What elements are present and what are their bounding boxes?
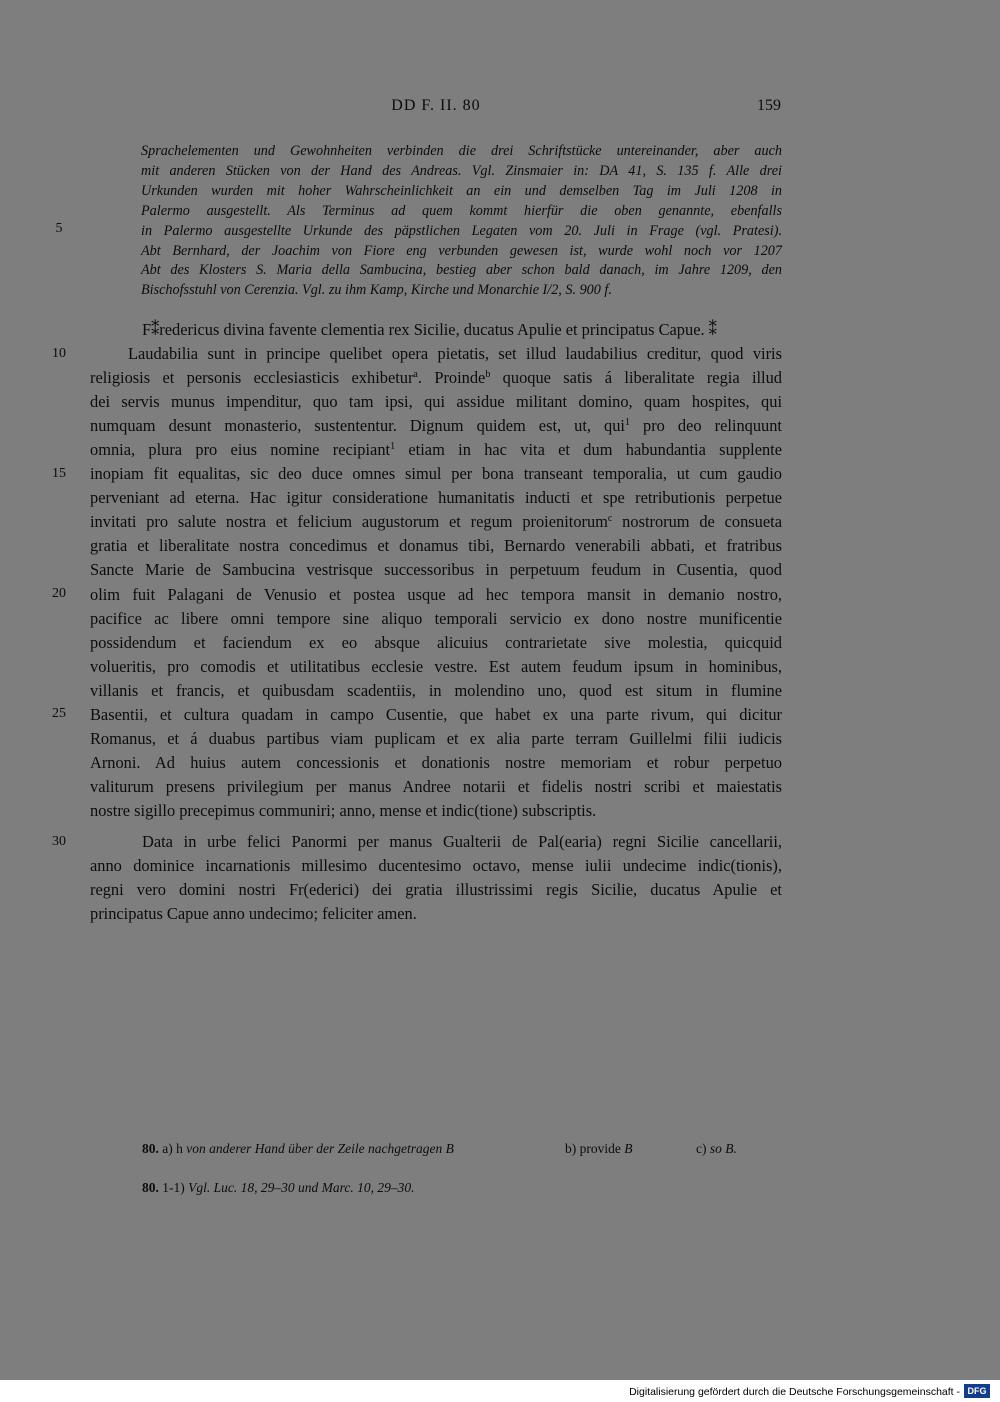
charter-line: omnia, plura pro eius nomine recipiant$^1$ etiam in hac vita et dum habundantia supplente [90,440,783,460]
intro-line: Urkunden wurden mit hoher Wahrscheinlichkeit an ein und demselben Tag im Juli 1208 in [141,182,782,199]
charter-line: nostre sigillo precepimus communiri; anno, mense et indic(tione) subscriptis. [90,800,597,820]
footnote-marker: a [413,369,418,381]
page-number: 159 [757,97,781,114]
dating-line: anno dominice incarnationis millesimo ducentesimo octavo, mense iulii undecime indic(tionis), [90,856,782,876]
dfg-logo: DFG [964,1384,990,1398]
footnote-marker: b [485,369,491,381]
footnote-marker: 1 [624,417,630,429]
line-number: 20 [52,586,66,601]
line-number: 10 [52,346,66,361]
charter-line: Basentii, et cultura quadam in campo Cusentie, que habet ex una parte rivum, qui dicitur [90,704,782,724]
charter-line: possidendum et faciendum ex eo absque alicuius contrarietate sive molestia, quicquid [90,632,782,652]
dating-line: Data in urbe felici Panormi per manus Gualterii de Pal(earia) regni Sicilie cancellarii, [142,832,782,851]
charter-line: Sancte Marie de Sambucina vestrisque successoribus in perpetuum feudum in Cusentia, quod [90,560,782,580]
footnote-source: 80. 1-1) Vgl. Luc. 18, 29–30 und Marc. 10, 29–30. [142,1180,415,1195]
intro-line: Bischofsstuhl von Cerenzia. Vgl. zu ihm Kamp, Kirche und Monarchie I/2, S. 900 f. [141,282,612,299]
charter-title-line: F⁑redericus divina favente clementia rex Sicilie, ducatus Apulie et principatus Capue. ⁑ [142,320,717,339]
charter-line: inopiam fit equalitas, sic deo duce omnes simul per bona transeant temporalia, ut cum gaudio [90,464,782,484]
charter-line: perveniant ad eterna. Hac igitur consideratione humanitatis inducti et spe retributionis perpetue [90,488,782,508]
line-number: 25 [52,706,66,721]
footnote-marker: 1 [390,441,396,453]
intro-line: mit anderen Stücken von der Hand des Andreas. Vgl. Zinsmaier in: DA 41, S. 135 f. Alle drei [141,162,782,179]
intro-line: Sprachelementen und Gewohnheiten verbinden die drei Schriftstücke untereinander, aber auch [141,143,782,159]
dating-line: principatus Capue anno undecimo; feliciter amen. [90,904,417,924]
line-number: 30 [52,834,66,849]
charter-line: olim fuit Palagani de Venusio et postea usque ad hec tempora mansit in demanio nostro, [90,584,782,604]
charter-line: dei servis munus impenditur, quo tam ipsi, qui assidue militant domino, quam hospites, qui [90,392,782,412]
charter-line: Laudabilia sunt in principe quelibet opera pietatis, set illud laudabilius creditur, quod viris [128,344,782,364]
intro-line: Palermo ausgestellt. Als Terminus ad quem kommt hierfür die oben genannte, ebenfalls [141,202,782,219]
charter-line: pacifice ac libere omni tempore sine aliquo temporali servicio ex dono nostre munificentie [90,608,782,628]
intro-line: Abt des Klosters S. Maria della Sambucina, bestieg aber schon bald danach, im Jahre 1209, den [141,262,782,279]
charter-line: Romanus, et á duabus partibus viam puplicam et ex alia parte terram Guillelmi filii iudicis [90,728,782,748]
line-number: 5 [55,221,63,236]
footnote-text-a: 80. a) h von anderer Hand über der Zeile nachgetragen B [142,1141,454,1156]
running-header: DD F. II. 80 [391,97,481,114]
intro-line: in Palermo ausgestellte Urkunde des päpstlichen Legaten vom 20. Juli in Frage (vgl. Pratesi). [141,222,782,239]
footnote-text-b: b) provide B [565,1141,633,1156]
footnote-marker: c [607,513,613,525]
charter-line: valiturum presens privilegium per manus Andree notarii et fidelis nostri scribi et maiestatis [90,776,782,796]
intro-line: Abt Bernhard, der Joachim von Fiore eng verbunden gewesen ist, wurde wohl noch vor 1207 [141,242,782,259]
charter-line: religiosis et personis ecclesiasticis exhibetur$^a$. Proinde$^b$ quoque satis á liberalitate regia illud [90,368,783,388]
charter-line: gratia et liberalitate nostra concedimus et donamus tibi, Bernardo venerabili abbati, et fratribus [90,536,782,556]
dating-clause [90,830,782,926]
charter-line: villanis et francis, et quibusdam scadentiis, in molendino uno, quod est situm in flumine [90,680,782,700]
line-number: 15 [52,466,66,481]
intro-commentary [141,142,782,301]
footnote-text-c: c) so B. [696,1141,737,1156]
charter-text [90,318,782,823]
charter-line: Arnoni. Ad huius autem concessionis et donationis nostre memoriam et robur perpetuo [90,752,782,772]
charter-line: volueritis, pro comodis et utilitatibus ecclesie vestre. Est autem feudum ipsum in hominibus, [90,656,782,676]
charter-line: numquam desunt monasterio, sustententur. Dignum quidem est, ut, qui$^1$ pro deo relinquunt [90,416,782,436]
charter-line: invitati pro salute nostra et felicium augustorum et regum proienitorum$^c$ nostrorum de consueta [90,512,782,532]
dating-line: regni vero domini nostri Fr(ederici) dei gratia illustrissimi regis Sicilie, ducatus Apulie et [90,880,782,900]
funding-notice: Digitalisierung gefördert durch die Deutsche Forschungsgemeinschaft - [629,1386,960,1398]
